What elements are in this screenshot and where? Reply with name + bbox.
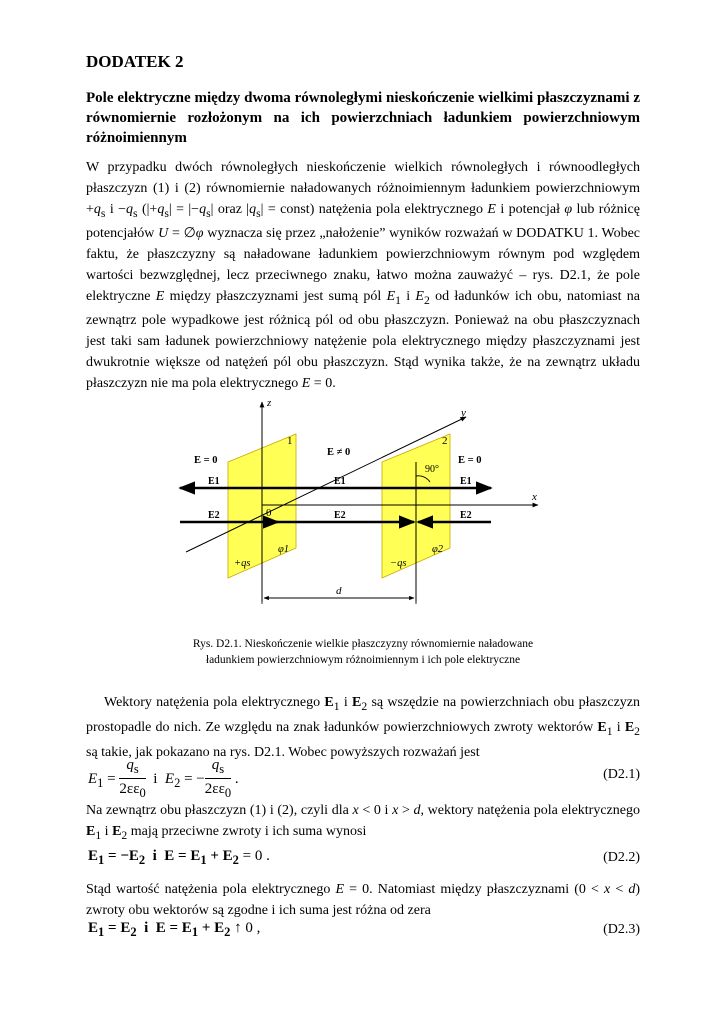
section-subtitle: Pole elektryczne między dwoma równoległymi nieskończenie wielkimi płaszczyznami z równomiernie rozłożonym na ich powierzchniach ładunkiem powierzchniowym różnoimiennym [86, 90, 640, 146]
label-e1-left: E1 [208, 476, 220, 487]
paragraph-1: W przypadku dwóch równoległych nieskończenie wielkich równoległych i równoodległych płaszczyzn (1) i (2) równomiernie naładowanych różnoimiennym ładunkiem powierzchniowym $+q_s$ $i -q_s$ ($|+q_s| = |-q_s|$ oraz $|q_s|$ = const) natężenia pola elektrycznego E i potencjał φ lub różnicę potencjałów U = ∅φ wyznacza się przez „nałożenie” wyników rozważań w DODATKU 1. Wobec faktu, że płaszczyzny są naładowane ładunkiem powierzchniowym równym pod względem wartości bezwzględnej, lecz przeciwnego znaku, łatwo można zauważyć – rys. D2.1, że pole elektryczne E między płaszczyznami jest sumą pól $E_1$ i $E_2$ od ładunków ich obu, natomiast na zewnątrz pole wypadkowe jest różnicą pól od obu płaszczyzn. Ponieważ na obu płaszczyznach jest taki sam ładunek powierzchniowy natężenie pola elektrycznego między płaszczyznami jest dwukrotnie większe od natężeń pól obu płaszczyzn. Stąd wynika także, że na zewnątrz układu płaszczyzn nie ma pola elektrycznego E = 0. [86, 160, 640, 391]
label-z: z [267, 397, 272, 409]
equation-d2-2: $E_1 = -E_2$ i $E = E_1 + E_2 = 0$ . (D2.2) [88, 848, 640, 867]
figure-d2-1 [86, 392, 556, 632]
label-d: d [336, 585, 342, 597]
label-e1-right: E1 [460, 476, 472, 487]
label-y: y [461, 407, 466, 419]
equation-number: (D2.1) [603, 767, 640, 782]
label-e2-left: E2 [208, 510, 220, 521]
figure-caption: Rys. D2.1. Nieskończenie wielkie płaszczyzny równomiernie naładowane ładunkiem powierzchniowym różnoimiennym i ich pole elektryczne [192, 638, 534, 666]
equation-number: (D2.2) [603, 850, 640, 865]
label-x: x [532, 491, 537, 503]
label-e2-mid: E2 [334, 510, 346, 521]
label-e1-mid: E1 [334, 476, 346, 487]
label-plane-1: 1 [287, 435, 293, 447]
label-minus-qs: −qs [390, 558, 407, 569]
label-e2-right: E2 [460, 510, 472, 521]
label-phi2: φ2 [432, 544, 444, 555]
label-phi1: φ1 [278, 544, 290, 555]
label-e0-left: E = 0 [194, 455, 218, 466]
label-angle: 90° [425, 464, 439, 475]
equation-d2-3: $E_1 = E_2$ i $E = E_1 + E_2$ ↑ 0 , (D2.3) [88, 920, 640, 939]
equation-d2-1: $E_1$ = $\frac{q_s}{2\varepsilon\varepsilon_0}$ i $E_2$ = − $\frac{q_s}{2\varepsilon\varepsilon_0}$ . (D2.1) [88, 757, 640, 800]
paragraph-2: Wektory natężenia pola elektrycznego $E_1$ i $E_2$ są wszędzie na powierzchniach obu płaszczyzn prostopadle do nich. Ze względu na znak ładunków powierzchniowych zwroty wektorów $E_1$ i $E_2$ są takie, jak pokazano na rys. D2.1. Wobec powyższych rozważań jest [86, 695, 641, 760]
label-e-ne-0: E ≠ 0 [327, 447, 351, 458]
label-e0-right: E = 0 [458, 455, 482, 466]
label-plane-2: 2 [442, 435, 448, 447]
label-plus-qs: +qs [234, 558, 251, 569]
equation-number: (D2.3) [603, 922, 640, 937]
label-origin: 0 [266, 507, 272, 519]
paragraph-4: Stąd wartość natężenia pola elektrycznego E = 0. Natomiast między płaszczyznami (0 < x < d) zwroty obu wektorów są zgodne i ich suma jest różna od zera [86, 882, 640, 918]
appendix-heading: DODATEK 2 [86, 52, 184, 71]
paragraph-3: Na zewnątrz obu płaszczyzn (1) i (2), czyli dla x < 0 i x > d, wektory natężenia pola elektrycznego $E_1$ i $E_2$ mają przeciwne zwroty i ich suma wynosi [86, 803, 640, 842]
